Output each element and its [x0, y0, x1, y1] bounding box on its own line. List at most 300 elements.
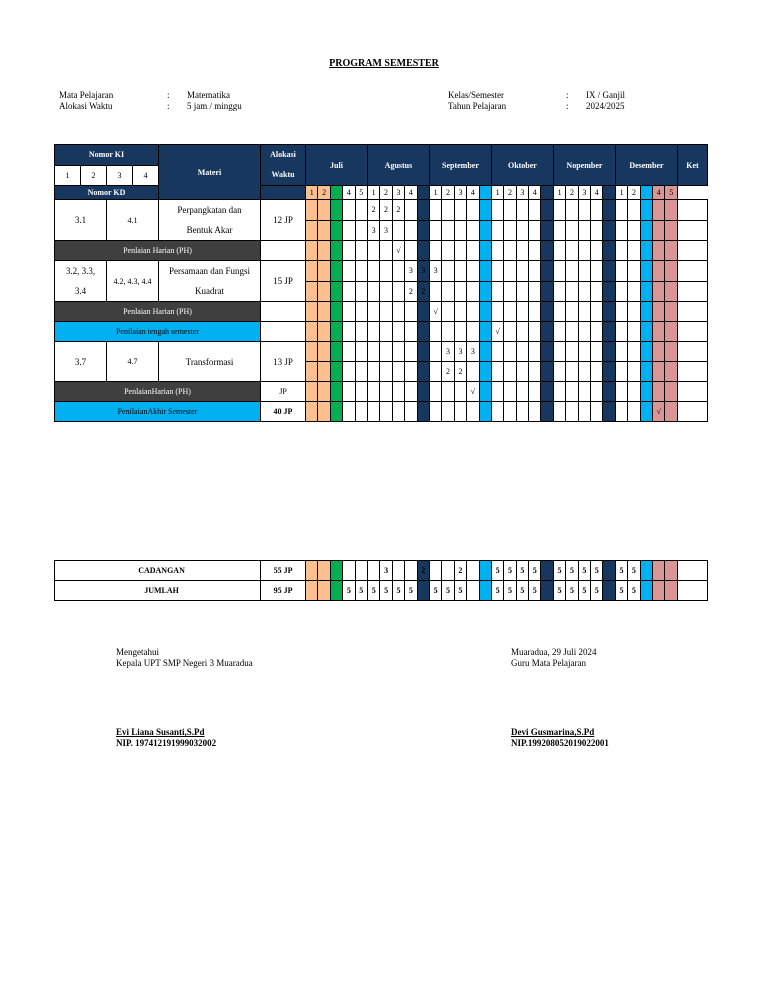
week-cell — [442, 302, 454, 322]
ket-cell — [677, 581, 707, 601]
week-cell — [516, 220, 528, 241]
week-cell — [306, 261, 318, 282]
ket-cell — [677, 220, 707, 241]
week-cell — [529, 362, 541, 382]
week-cell — [479, 302, 491, 322]
summary-label: JUMLAH — [55, 581, 261, 601]
week-cell — [491, 342, 503, 362]
week-cell — [343, 281, 355, 302]
week-cell — [479, 200, 491, 221]
week-cell — [355, 402, 367, 422]
week-cell — [367, 241, 379, 261]
week-cell: 3 — [429, 261, 441, 282]
month-agustus: Agustus — [367, 145, 429, 186]
week-cell — [603, 302, 615, 322]
week-cell — [665, 342, 677, 362]
summary-week-cell — [467, 561, 479, 581]
week-number-juli-2: 2 — [318, 186, 330, 200]
kd-cell: 3.1 — [55, 200, 107, 241]
week-cell — [417, 342, 429, 362]
week-number-oktober-2: 2 — [504, 186, 516, 200]
week-cell — [541, 281, 553, 302]
week-cell: √ — [491, 322, 503, 342]
week-cell — [628, 200, 640, 221]
week-cell — [640, 302, 652, 322]
week-cell — [529, 302, 541, 322]
summary-week-cell — [417, 581, 429, 601]
summary-week-cell: 3 — [380, 561, 392, 581]
week-cell — [479, 220, 491, 241]
week-cell — [355, 261, 367, 282]
ki-cell: 4.7 — [107, 342, 159, 382]
week-cell — [504, 342, 516, 362]
class-semester-value: IX / Ganjil — [586, 90, 625, 100]
alokasi-cell: 40 JP — [261, 402, 306, 422]
week-cell — [392, 382, 404, 402]
week-cell — [330, 302, 342, 322]
summary-week-cell — [405, 561, 417, 581]
week-cell — [330, 402, 342, 422]
week-cell — [566, 241, 578, 261]
signature-left-name — [116, 727, 216, 749]
week-cell — [355, 200, 367, 221]
summary-week-cell — [392, 561, 404, 581]
week-cell — [541, 261, 553, 282]
summary-week-cell: 5 — [628, 581, 640, 601]
summary-week-cell: 5 — [380, 581, 392, 601]
summary-week-cell — [603, 561, 615, 581]
week-cell — [454, 200, 466, 221]
week-cell — [380, 362, 392, 382]
week-cell — [653, 241, 665, 261]
week-cell — [553, 382, 565, 402]
alokasi-cell: JP — [261, 382, 306, 402]
week-cell — [429, 382, 441, 402]
week-number-september-1: 1 — [429, 186, 441, 200]
week-cell — [553, 402, 565, 422]
week-cell — [665, 322, 677, 342]
week-cell — [429, 281, 441, 302]
signature-left — [116, 647, 253, 669]
week-cell — [615, 362, 627, 382]
week-cell — [653, 342, 665, 362]
separator: : — [566, 90, 569, 100]
week-number-nopember-1: 1 — [553, 186, 565, 200]
week-cell — [516, 302, 528, 322]
alokasi-blank — [261, 186, 306, 200]
week-cell — [479, 261, 491, 282]
week-cell — [591, 322, 603, 342]
week-cell — [504, 261, 516, 282]
week-cell — [405, 322, 417, 342]
week-cell — [343, 362, 355, 382]
week-cell — [529, 220, 541, 241]
week-cell — [653, 220, 665, 241]
week-cell — [665, 200, 677, 221]
week-cell — [442, 382, 454, 402]
week-number-desember-3 — [640, 186, 652, 200]
week-cell — [405, 241, 417, 261]
assessment-label: Penilaian tengah semester — [55, 322, 261, 342]
alokasi-cell: 13 JP — [261, 342, 306, 382]
assessment-label: PenilaianAkhir Semester — [55, 402, 261, 422]
week-cell — [355, 322, 367, 342]
summary-week-cell — [640, 561, 652, 581]
week-cell — [429, 362, 441, 382]
week-cell — [330, 261, 342, 282]
assessment-label: Penlaian Harian (PH) — [55, 302, 261, 322]
week-cell — [367, 281, 379, 302]
week-cell — [467, 402, 479, 422]
week-cell — [578, 322, 590, 342]
week-cell — [306, 302, 318, 322]
week-cell — [306, 402, 318, 422]
week-cell — [343, 322, 355, 342]
week-cell — [578, 261, 590, 282]
summary-week-cell: 5 — [392, 581, 404, 601]
week-cell — [640, 281, 652, 302]
week-cell — [541, 220, 553, 241]
week-number-nopember-4: 4 — [591, 186, 603, 200]
signature-right — [511, 647, 597, 669]
summary-week-cell: 5 — [343, 581, 355, 601]
week-cell — [367, 402, 379, 422]
week-cell — [442, 402, 454, 422]
week-cell — [343, 302, 355, 322]
week-cell — [392, 302, 404, 322]
week-cell — [578, 200, 590, 221]
week-cell: 3 — [405, 261, 417, 282]
week-cell — [318, 200, 330, 221]
ket-cell — [677, 322, 707, 342]
week-cell — [603, 322, 615, 342]
summary-week-cell: 5 — [578, 581, 590, 601]
week-cell — [603, 281, 615, 302]
week-cell — [306, 241, 318, 261]
place-date: Muaradua, 29 Juli 2024 — [511, 647, 597, 657]
week-cell — [504, 362, 516, 382]
week-cell — [653, 281, 665, 302]
summary-week-cell — [479, 561, 491, 581]
week-cell — [640, 261, 652, 282]
week-number-september-5 — [479, 186, 491, 200]
week-cell — [653, 362, 665, 382]
week-cell — [603, 402, 615, 422]
alokasi-cell — [261, 241, 306, 261]
week-cell: √ — [653, 402, 665, 422]
week-cell — [417, 241, 429, 261]
week-cell — [541, 200, 553, 221]
week-cell — [603, 261, 615, 282]
week-cell — [504, 220, 516, 241]
week-number-september-4: 4 — [467, 186, 479, 200]
week-cell: 2 — [454, 362, 466, 382]
week-cell — [615, 281, 627, 302]
summary-table — [54, 560, 708, 601]
week-cell — [318, 220, 330, 241]
ki-3: 3 — [107, 165, 133, 186]
week-cell — [380, 322, 392, 342]
week-cell — [628, 322, 640, 342]
week-cell — [665, 402, 677, 422]
week-cell — [392, 322, 404, 342]
week-cell — [566, 302, 578, 322]
summary-week-cell: 5 — [553, 581, 565, 601]
summary-week-cell: 5 — [566, 561, 578, 581]
week-number-agustus-5 — [417, 186, 429, 200]
materi-line: Persamaan dan Fungsi — [169, 266, 250, 276]
class-semester-label: Kelas/Semester — [448, 90, 504, 100]
week-cell — [417, 402, 429, 422]
ket-cell — [677, 561, 707, 581]
week-cell — [566, 281, 578, 302]
summary-week-cell: 2 — [417, 561, 429, 581]
week-cell — [306, 382, 318, 402]
week-number-agustus-4: 4 — [405, 186, 417, 200]
week-cell — [504, 382, 516, 402]
week-cell — [541, 402, 553, 422]
teacher-nip: NIP.199208052019022001 — [511, 738, 609, 748]
week-number-oktober-4: 4 — [529, 186, 541, 200]
info-left-labels — [59, 90, 113, 112]
week-cell — [405, 220, 417, 241]
summary-week-cell — [652, 561, 664, 581]
week-cell — [516, 342, 528, 362]
week-cell — [355, 241, 367, 261]
week-cell — [306, 200, 318, 221]
assessment-label: PenlaianHarian (PH) — [55, 382, 261, 402]
week-cell — [318, 362, 330, 382]
week-cell — [628, 261, 640, 282]
summary-week-cell — [306, 561, 318, 581]
acknowledged-label: Mengetahui — [116, 647, 159, 657]
week-cell — [306, 281, 318, 302]
week-cell — [491, 281, 503, 302]
week-cell: 3 — [367, 220, 379, 241]
week-cell: 3 — [417, 261, 429, 282]
summary-week-cell — [541, 561, 553, 581]
week-cell — [318, 241, 330, 261]
week-number-desember-5: 5 — [665, 186, 677, 200]
week-cell — [516, 241, 528, 261]
week-cell: 2 — [405, 281, 417, 302]
time-allocation-label: Alokasi Waktu — [59, 101, 113, 111]
week-cell — [516, 382, 528, 402]
week-cell — [516, 200, 528, 221]
week-cell — [640, 362, 652, 382]
week-cell — [491, 382, 503, 402]
summary-alokasi: 95 JP — [261, 581, 306, 601]
week-cell — [467, 322, 479, 342]
week-number-desember-4: 4 — [653, 186, 665, 200]
summary-week-cell — [442, 561, 454, 581]
week-cell — [429, 342, 441, 362]
materi-header: Materi — [159, 145, 261, 200]
week-cell — [491, 362, 503, 382]
materi-cell — [159, 261, 261, 302]
week-cell — [380, 261, 392, 282]
teacher-title: Guru Mata Pelajaran — [511, 658, 586, 668]
week-cell — [392, 281, 404, 302]
summary-week-cell: 5 — [442, 581, 454, 601]
week-cell — [529, 200, 541, 221]
week-cell — [553, 200, 565, 221]
week-cell — [628, 402, 640, 422]
summary-week-cell: 2 — [454, 561, 466, 581]
summary-week-cell: 5 — [368, 581, 380, 601]
week-cell — [566, 382, 578, 402]
signature-right-name — [511, 727, 609, 749]
week-cell — [628, 302, 640, 322]
summary-week-cell: 5 — [491, 581, 503, 601]
week-cell — [615, 342, 627, 362]
week-cell — [491, 302, 503, 322]
week-cell — [578, 241, 590, 261]
week-cell — [417, 302, 429, 322]
week-cell — [380, 402, 392, 422]
week-cell — [591, 402, 603, 422]
week-cell: √ — [429, 302, 441, 322]
summary-week-cell — [652, 581, 664, 601]
week-cell — [318, 382, 330, 402]
week-cell — [603, 220, 615, 241]
info-right-labels — [448, 90, 506, 112]
week-cell: 3 — [380, 220, 392, 241]
waktu-label: Waktu — [271, 170, 295, 179]
week-cell — [566, 362, 578, 382]
week-cell — [665, 220, 677, 241]
week-cell — [591, 302, 603, 322]
week-cell — [603, 200, 615, 221]
week-number-agustus-3: 3 — [392, 186, 404, 200]
week-cell — [504, 322, 516, 342]
info-left-seps — [167, 90, 170, 112]
week-cell — [529, 322, 541, 342]
week-cell: 2 — [417, 281, 429, 302]
week-cell — [529, 261, 541, 282]
week-cell: 3 — [454, 342, 466, 362]
week-cell — [529, 402, 541, 422]
summary-week-cell: 5 — [591, 561, 603, 581]
summary-week-cell: 5 — [566, 581, 578, 601]
summary-week-cell: 5 — [529, 581, 541, 601]
week-cell — [392, 261, 404, 282]
materi-cell — [159, 342, 261, 382]
summary-week-cell: 5 — [504, 581, 516, 601]
alokasi-cell — [261, 322, 306, 342]
week-cell — [367, 342, 379, 362]
week-cell — [541, 322, 553, 342]
week-cell — [367, 362, 379, 382]
week-number-juli-3 — [330, 186, 342, 200]
week-cell — [454, 261, 466, 282]
materi-line: Kuadrat — [195, 286, 224, 296]
month-oktober: Oktober — [491, 145, 553, 186]
week-cell — [417, 220, 429, 241]
materi-line: Transformasi — [185, 356, 234, 367]
week-cell — [578, 382, 590, 402]
week-cell — [330, 200, 342, 221]
week-cell — [355, 220, 367, 241]
summary-week-cell — [603, 581, 615, 601]
week-cell — [491, 200, 503, 221]
week-cell — [442, 322, 454, 342]
week-cell — [405, 302, 417, 322]
week-cell — [615, 261, 627, 282]
week-cell — [553, 302, 565, 322]
week-number-oktober-5 — [541, 186, 553, 200]
week-cell — [615, 402, 627, 422]
kd-cell — [55, 261, 107, 302]
week-cell — [491, 241, 503, 261]
week-cell: 2 — [367, 200, 379, 221]
teacher-name: Devi Gusmarina,S.Pd — [511, 727, 595, 737]
summary-week-cell: 5 — [429, 581, 441, 601]
summary-week-cell: 5 — [405, 581, 417, 601]
week-cell — [591, 342, 603, 362]
page-title: PROGRAM SEMESTER — [329, 58, 439, 69]
separator: : — [167, 90, 170, 100]
week-cell — [318, 322, 330, 342]
separator: : — [167, 101, 170, 111]
week-cell — [504, 302, 516, 322]
week-cell — [442, 241, 454, 261]
week-number-agustus-1: 1 — [367, 186, 379, 200]
week-cell — [343, 200, 355, 221]
week-cell — [541, 382, 553, 402]
week-cell: 2 — [392, 200, 404, 221]
week-cell — [504, 402, 516, 422]
week-number-juli-5: 5 — [355, 186, 367, 200]
week-cell — [591, 200, 603, 221]
summary-week-cell: 5 — [591, 581, 603, 601]
week-cell — [529, 382, 541, 402]
week-cell — [318, 342, 330, 362]
week-cell — [591, 382, 603, 402]
week-cell — [380, 342, 392, 362]
month-desember: Desember — [615, 145, 677, 186]
summary-week-cell: 5 — [516, 561, 528, 581]
week-number-nopember-2: 2 — [566, 186, 578, 200]
week-cell — [318, 402, 330, 422]
week-cell — [429, 402, 441, 422]
week-cell — [343, 342, 355, 362]
week-number-agustus-2: 2 — [380, 186, 392, 200]
week-cell — [405, 342, 417, 362]
week-cell — [578, 342, 590, 362]
summary-week-cell — [330, 581, 342, 601]
week-cell — [479, 241, 491, 261]
week-cell — [417, 322, 429, 342]
week-cell — [417, 200, 429, 221]
week-cell — [566, 402, 578, 422]
week-cell — [640, 402, 652, 422]
week-cell — [405, 382, 417, 402]
week-cell: 3 — [467, 342, 479, 362]
week-cell — [380, 302, 392, 322]
week-cell — [566, 261, 578, 282]
summary-alokasi: 55 JP — [261, 561, 306, 581]
week-cell — [417, 362, 429, 382]
week-cell — [355, 302, 367, 322]
summary-week-cell: 5 — [504, 561, 516, 581]
week-cell — [553, 220, 565, 241]
week-cell — [566, 322, 578, 342]
summary-week-cell: 5 — [553, 561, 565, 581]
week-cell — [640, 241, 652, 261]
alokasi-label: Alokasi — [270, 150, 296, 159]
alokasi-cell — [261, 302, 306, 322]
